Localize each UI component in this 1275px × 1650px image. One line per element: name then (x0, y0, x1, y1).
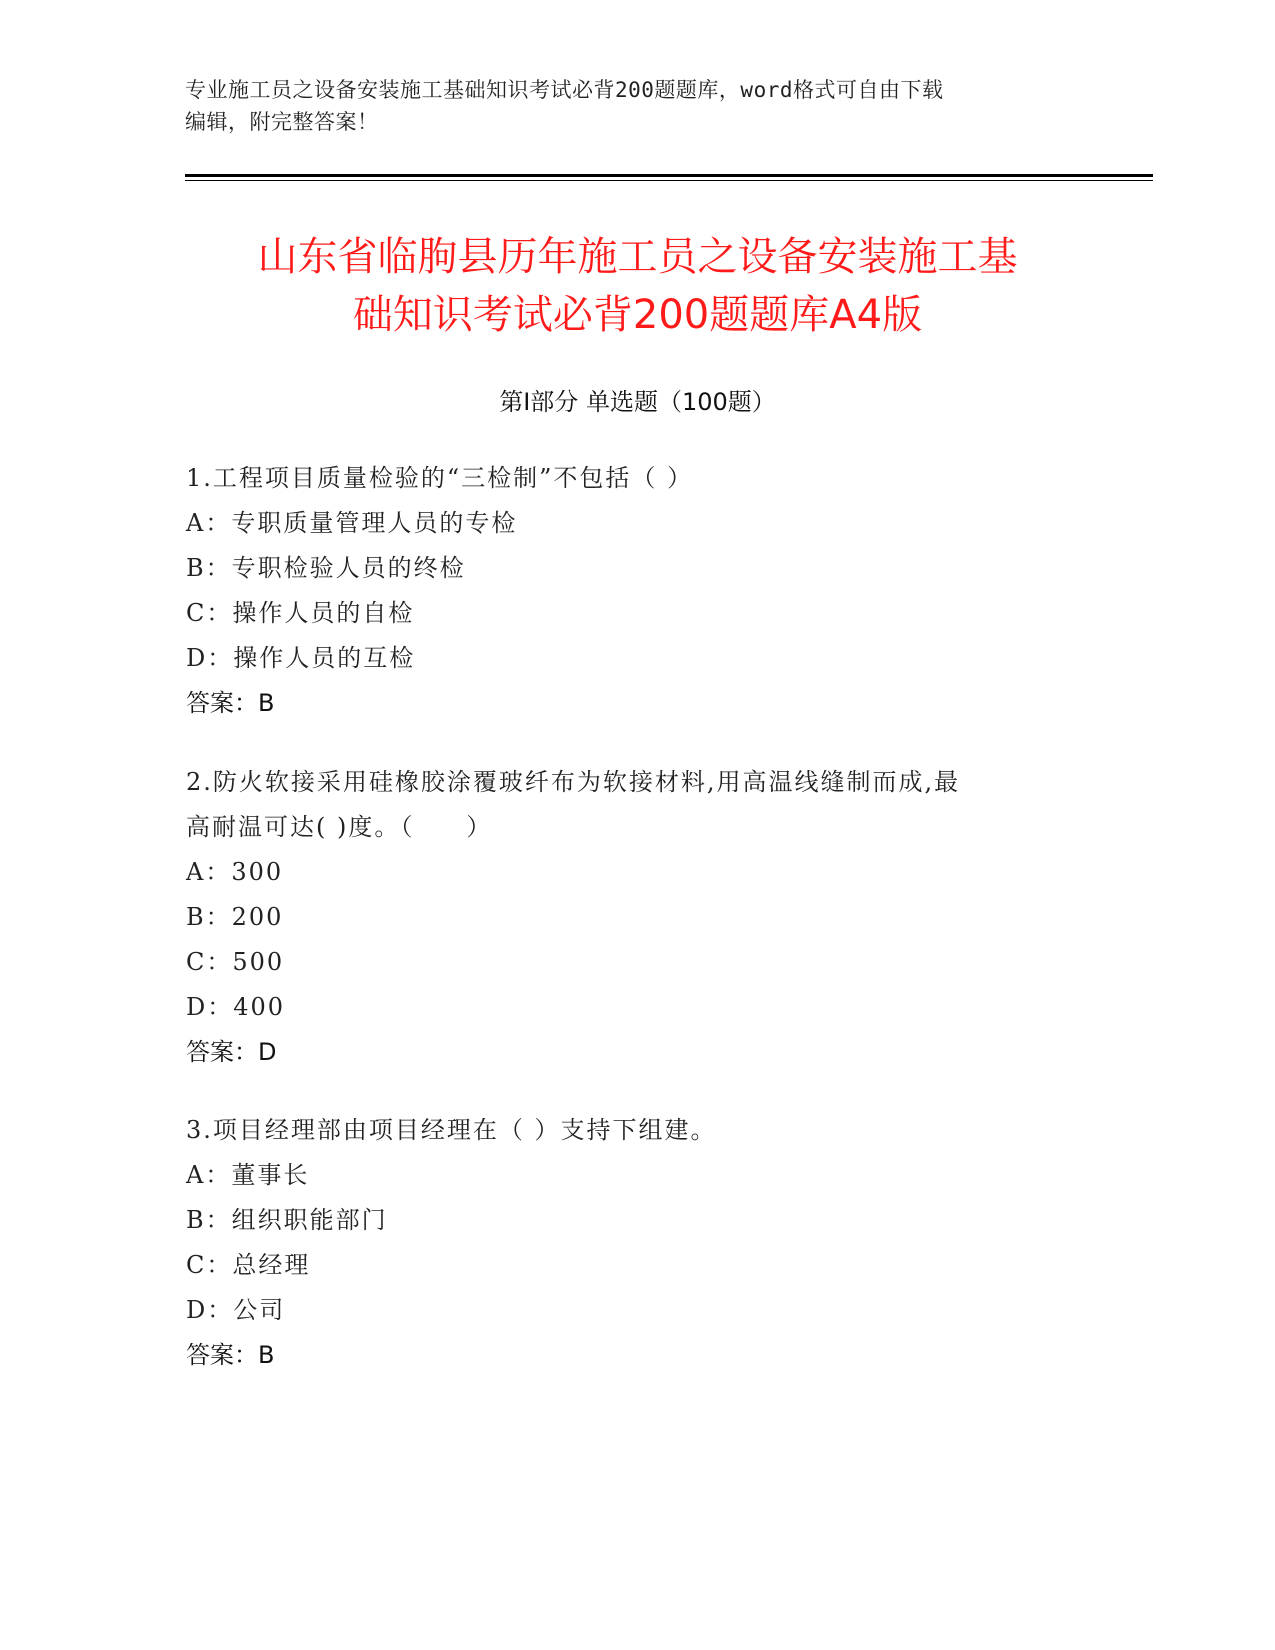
header-rule-thin (185, 180, 1153, 181)
section-heading: 第Ⅰ部分 单选题（100题） (499, 388, 776, 416)
option-d (186, 1288, 1066, 1333)
answer-line: 答案：B (186, 1341, 275, 1369)
option-text: 200 (231, 903, 284, 931)
option-key: D： (186, 993, 234, 1021)
option-a (186, 1153, 1066, 1198)
option-text: 300 (231, 858, 284, 886)
question-stem-line-1: 2.防火软接采用硅橡胶涂覆玻纤布为软接材料,用高温线缝制而成,最 (186, 768, 961, 796)
header-note-line-1: 专业施工员之设备安装施工基础知识考试必背200题题库，word格式可自由下载 (185, 78, 944, 102)
option-text: 总经理 (232, 1251, 311, 1279)
document-title (160, 228, 1115, 344)
option-text: 500 (232, 948, 285, 976)
option-key: C： (186, 1251, 233, 1279)
header-note-line-2: 编辑，附完整答案！ (185, 110, 379, 134)
option-b (186, 895, 1066, 940)
option-text: 操作人员的互检 (233, 644, 416, 672)
option-c (186, 940, 1066, 985)
question-3 (186, 1108, 1066, 1378)
answer-line: 答案：D (186, 1038, 277, 1066)
option-c (186, 591, 1066, 636)
option-key: D： (186, 644, 234, 672)
option-b (186, 1198, 1066, 1243)
option-key: A： (186, 858, 232, 886)
option-key: B： (186, 903, 232, 931)
option-text: 操作人员的自检 (232, 599, 415, 627)
option-key: B： (186, 1206, 232, 1234)
question-stem: 1.工程项目质量检验的“三检制”不包括（ ） (186, 464, 694, 492)
option-key: C： (186, 599, 233, 627)
option-key: D： (186, 1296, 234, 1324)
option-b (186, 546, 1066, 591)
document-title-line-2: 础知识考试必背200题题库A4版 (352, 292, 923, 338)
option-key: B： (186, 554, 232, 582)
option-key: C： (186, 948, 233, 976)
option-a (186, 501, 1066, 546)
option-text: 400 (233, 993, 286, 1021)
option-key: A： (186, 509, 232, 537)
option-text: 董事长 (231, 1161, 310, 1189)
option-c (186, 1243, 1066, 1288)
option-d (186, 636, 1066, 681)
option-text: 专职质量管理人员的专检 (231, 509, 518, 537)
option-key: A： (186, 1161, 232, 1189)
question-2 (186, 760, 1066, 1075)
option-text: 组织职能部门 (231, 1206, 388, 1234)
option-d (186, 985, 1066, 1030)
option-a (186, 850, 1066, 895)
question-stem: 3.项目经理部由项目经理在（ ）支持下组建。 (186, 1116, 717, 1144)
document-title-line-1: 山东省临朐县历年施工员之设备安装施工基 (257, 234, 1018, 280)
question-stem-line-2: 高耐温可达( )度。（ ） (186, 813, 493, 841)
option-text: 公司 (233, 1296, 286, 1324)
question-1 (186, 456, 1066, 726)
option-text: 专职检验人员的终检 (231, 554, 466, 582)
header-rule-thick (185, 174, 1153, 177)
header-note (185, 74, 1085, 138)
answer-line: 答案：B (186, 689, 275, 717)
